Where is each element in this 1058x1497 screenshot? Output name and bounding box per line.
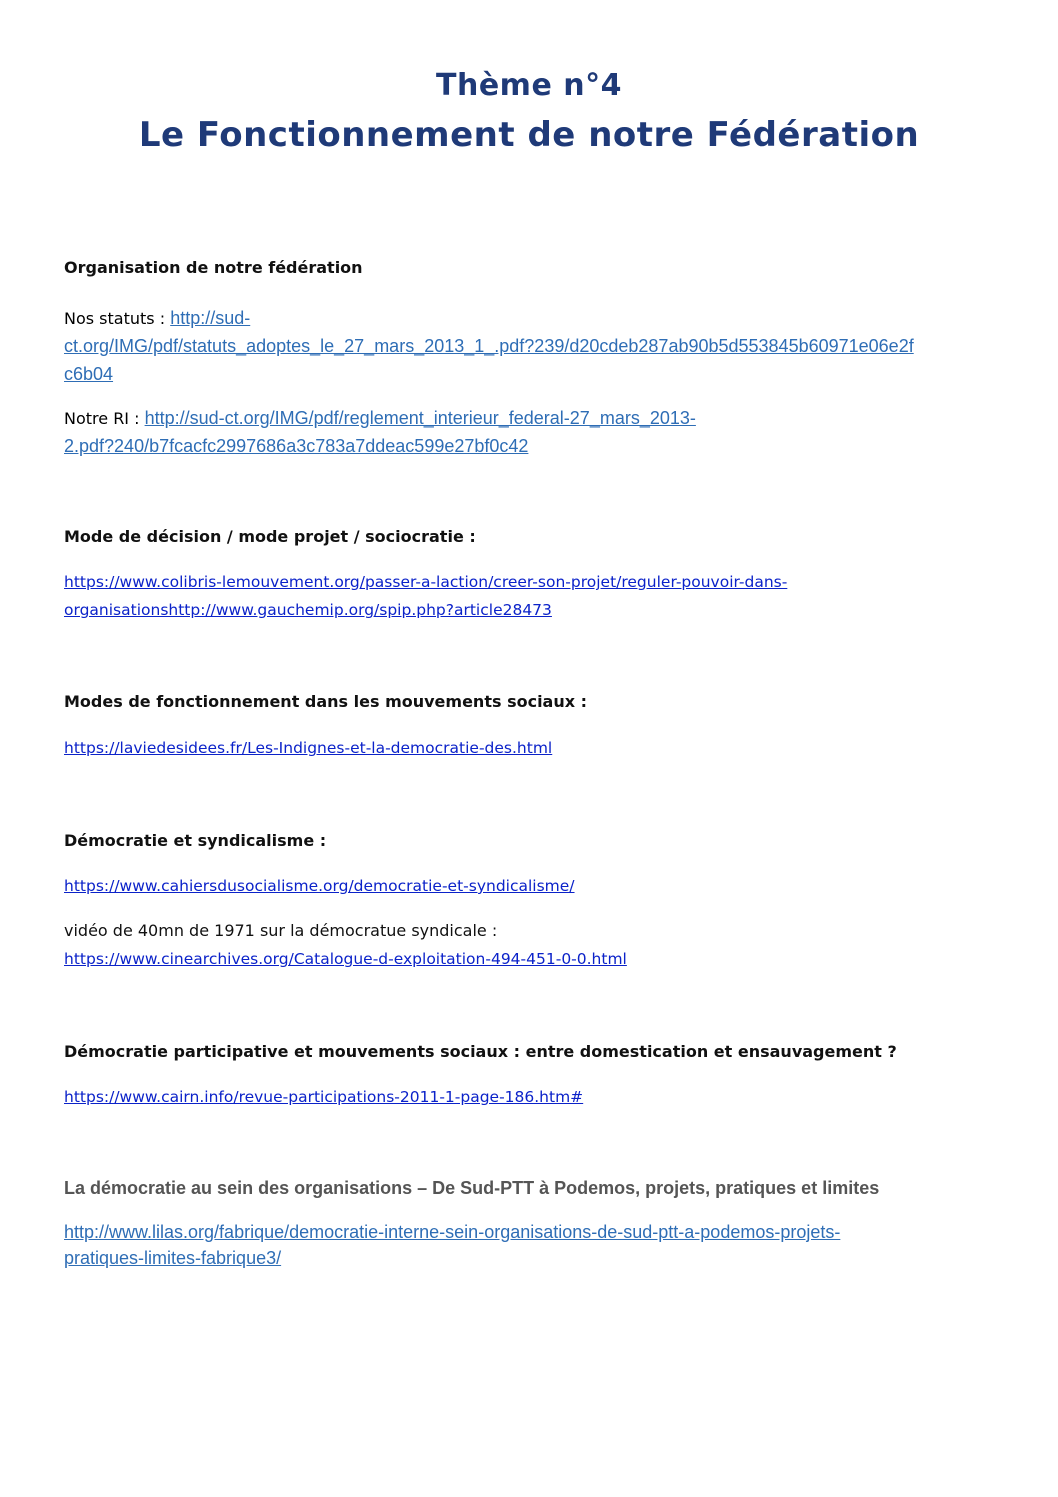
page-title-main: Le Fonctionnement de notre Fédération xyxy=(138,115,920,155)
section-syndicalisme xyxy=(64,830,994,852)
ri-link-part1[interactable]: http://sud-ct.org/IMG/pdf/reglement_interieur_federal-27_mars_2013- xyxy=(144,408,696,428)
section-organisation xyxy=(64,257,994,279)
page-title-theme: Thème n°4 xyxy=(436,68,622,103)
statuts-link-part1[interactable]: http://sud- xyxy=(170,308,251,328)
section-decision xyxy=(64,526,994,548)
organisations-link-part1[interactable]: http://www.lilas.org/fabrique/democratie-interne-sein-organisations-de-sud-ptt-a-podemos-projets- xyxy=(64,1222,841,1242)
statuts-label: Nos statuts : xyxy=(64,309,171,328)
participative-links xyxy=(64,1083,994,1111)
section-heading-mouvements: Modes de fonctionnement dans les mouvements sociaux : xyxy=(64,692,588,711)
participative-link[interactable]: https://www.cairn.info/revue-participations-2011-1-page-186.htm# xyxy=(64,1088,584,1106)
ri-label: Notre RI : xyxy=(64,409,145,428)
statuts-link-part3[interactable]: c6b04 xyxy=(64,364,114,384)
decision-links xyxy=(64,568,994,624)
organisations-links xyxy=(64,1219,994,1271)
section-heading-decision: Mode de décision / mode projet / sociocratie : xyxy=(64,527,476,546)
video-paragraph xyxy=(64,917,994,973)
organisations-link-part2[interactable]: pratiques-limites-fabrique3/ xyxy=(64,1248,282,1268)
section-mouvements xyxy=(64,691,994,713)
statuts-paragraph xyxy=(64,305,994,389)
mouvements-link[interactable]: https://laviedesidees.fr/Les-Indignes-et-la-democratie-des.html xyxy=(64,739,553,757)
video-text: vidéo de 40mn de 1971 sur la démocratue syndicale : xyxy=(64,921,498,940)
section-heading-syndicalisme: Démocratie et syndicalisme : xyxy=(64,831,327,850)
section-heading-organisations: La démocratie au sein des organisations – De Sud-PTT à Podemos, projets, pratiques et limites xyxy=(64,1178,880,1198)
video-link[interactable]: https://www.cinearchives.org/Catalogue-d-exploitation-494-451-0-0.html xyxy=(64,950,627,968)
syndicalisme-links xyxy=(64,872,994,900)
syndicalisme-link[interactable]: https://www.cahiersdusocialisme.org/democratie-et-syndicalisme/ xyxy=(64,877,575,895)
ri-paragraph xyxy=(64,405,994,461)
ri-link-part2[interactable]: 2.pdf?240/b7fcacfc2997686a3c783a7ddeac599e27bf0c42 xyxy=(64,436,529,456)
decision-link-part2[interactable]: organisationshttp://www.gauchemip.org/spip.php?article28473 xyxy=(64,601,552,619)
section-heading-organisation: Organisation de notre fédération xyxy=(64,258,363,277)
decision-link-part1[interactable]: https://www.colibris-lemouvement.org/passer-a-laction/creer-son-projet/reguler-pouvoir-dans- xyxy=(64,573,788,591)
section-participative xyxy=(64,1041,994,1063)
section-organisations xyxy=(64,1176,994,1200)
mouvements-links xyxy=(64,734,994,762)
section-heading-participative: Démocratie participative et mouvements sociaux : entre domestication et ensauvagement ? xyxy=(64,1042,897,1061)
statuts-link-part2[interactable]: ct.org/IMG/pdf/statuts_adoptes_le_27_mars_2013_1_.pdf?239/d20cdeb287ab90b5d553845b60971e06e2f xyxy=(64,336,914,356)
